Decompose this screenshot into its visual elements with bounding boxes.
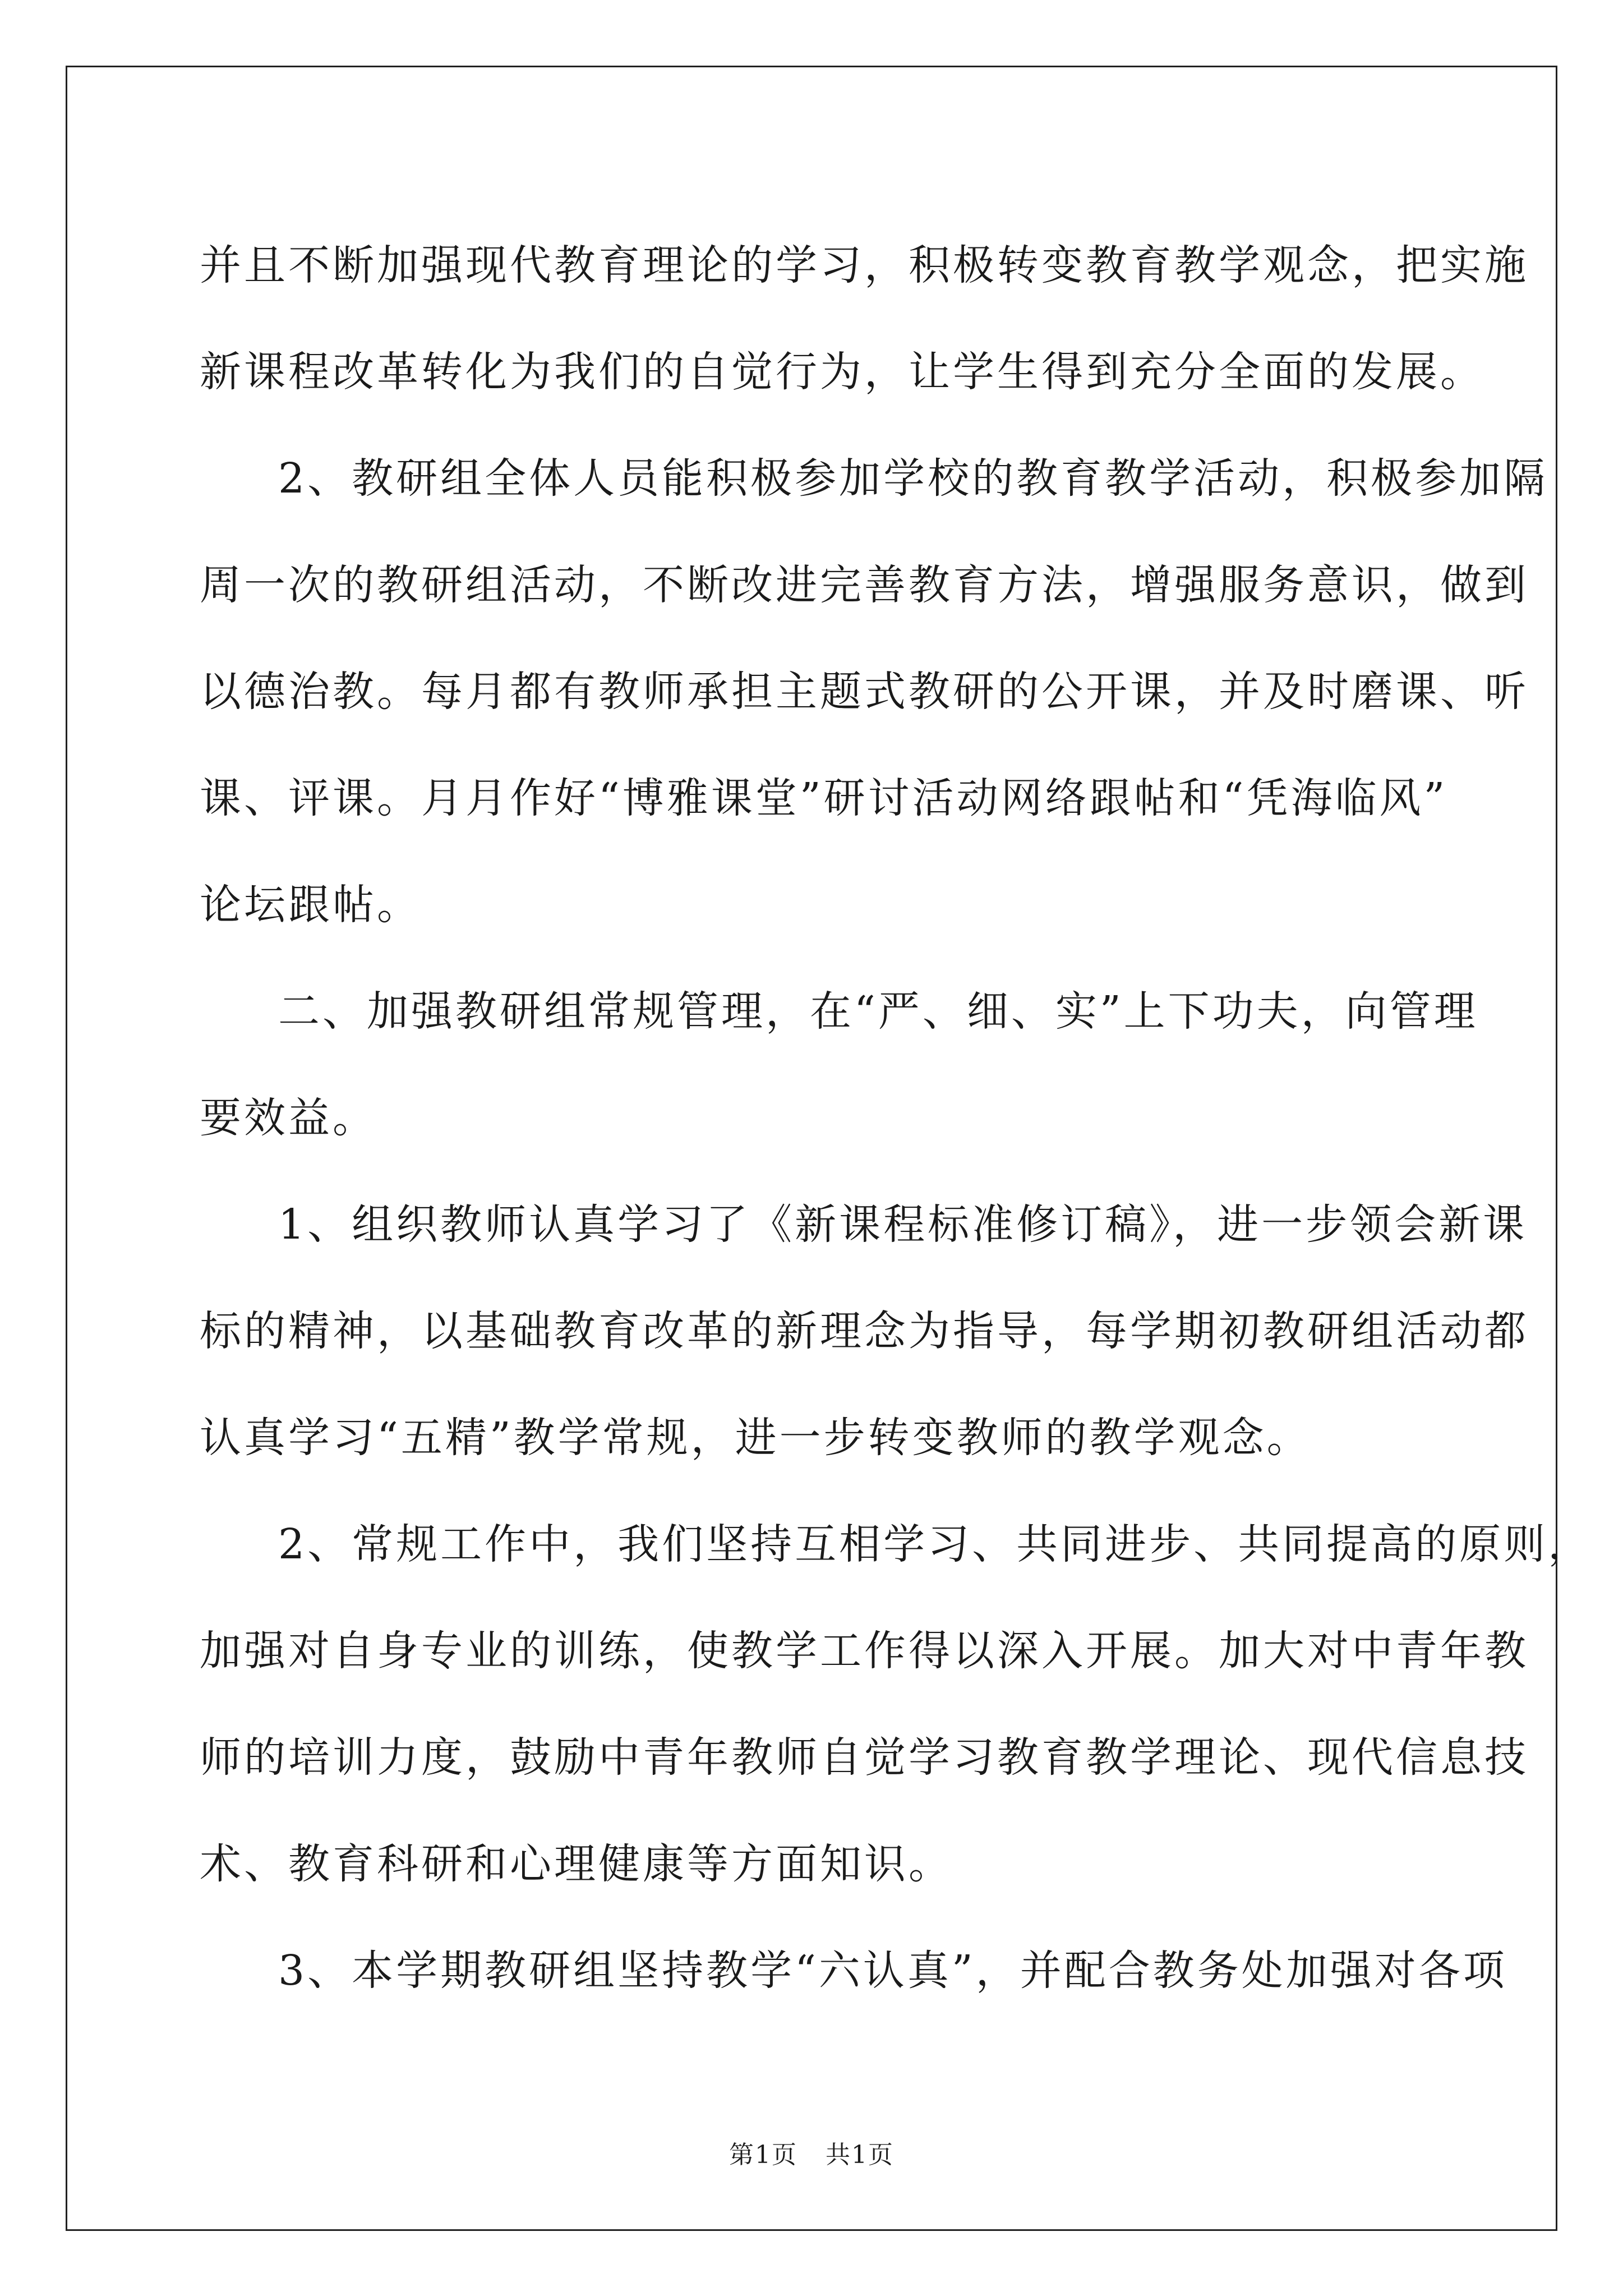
text-line: 二、加强教研组常规管理，在“严、细、实”上下功夫，向管理 bbox=[278, 987, 1478, 1036]
text-line: 周一次的教研组活动，不断改进完善教育方法，增强服务意识，做到 bbox=[200, 561, 1529, 609]
text-line: 1、组织教师认真学习了《新课程标准修订稿》，进一步领会新课 bbox=[278, 1200, 1528, 1249]
document-body bbox=[200, 212, 1593, 2024]
page-total: 共1页 bbox=[826, 2141, 894, 2169]
paragraph bbox=[200, 1171, 1529, 1491]
paragraph bbox=[200, 958, 1478, 1171]
text-line: 加强对自身专业的训练，使教学工作得以深入开展。加大对中青年教 bbox=[200, 1627, 1529, 1675]
page-footer bbox=[0, 2134, 1623, 2170]
paragraph bbox=[200, 212, 1529, 425]
paragraph bbox=[200, 1917, 1507, 2024]
text-line: 论坛跟帖。 bbox=[200, 881, 421, 929]
text-line: 2、常规工作中，我们坚持互相学习、共同进步、共同提高的原则， bbox=[278, 1520, 1593, 1568]
text-line: 课、评课。月月作好“博雅课堂”研讨活动网络跟帖和“凭海临风” bbox=[200, 774, 1448, 822]
text-line: 师的培训力度，鼓励中青年教师自觉学习教育教学理论、现代信息技 bbox=[200, 1733, 1529, 1782]
paragraph bbox=[200, 1491, 1593, 1917]
text-line: 2、教研组全体人员能积极参加学校的教育教学活动，积极参加隔 bbox=[278, 454, 1548, 503]
text-line: 并且不断加强现代教育理论的学习，积极转变教育教学观念，把实施 bbox=[200, 241, 1529, 289]
text-line: 要效益。 bbox=[200, 1094, 377, 1142]
text-line: 3、本学期教研组坚持教学“六认真”，并配合教务处加强对各项 bbox=[278, 1947, 1507, 1995]
page-number: 第1页 bbox=[729, 2141, 797, 2169]
text-line: 新课程改革转化为我们的自觉行为，让学生得到充分全面的发展。 bbox=[200, 348, 1484, 396]
text-line: 认真学习“五精”教学常规，进一步转变教师的教学观念。 bbox=[200, 1414, 1311, 1462]
text-line: 标的精神，以基础教育改革的新理念为指导，每学期初教研组活动都 bbox=[200, 1307, 1529, 1355]
paragraph bbox=[200, 425, 1548, 958]
text-line: 以德治教。每月都有教师承担主题式教研的公开课，并及时磨课、听 bbox=[200, 668, 1529, 716]
text-line: 术、教育科研和心理健康等方面知识。 bbox=[200, 1840, 953, 1888]
